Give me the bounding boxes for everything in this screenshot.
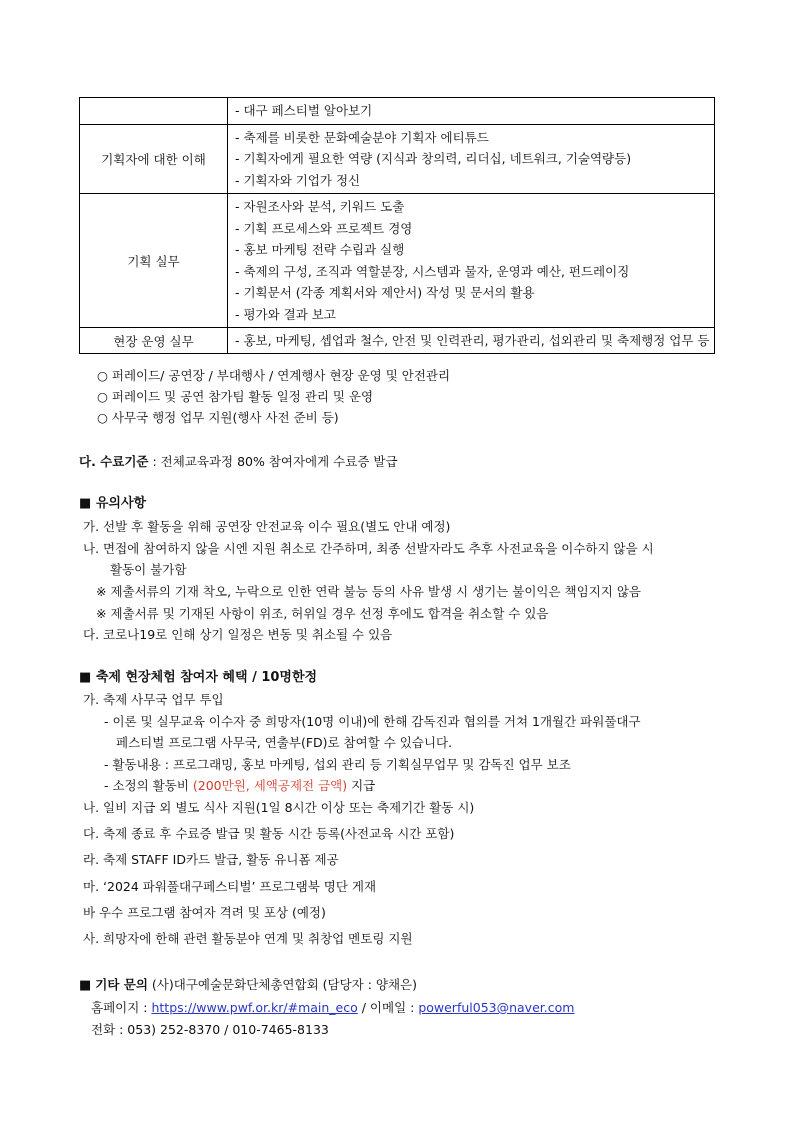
benefits-item: 나. 일비 지급 외 별도 식사 지원(1일 8시간 이상 또는 축제기간 활동 시) xyxy=(83,800,475,815)
benefits-item: 라. 축제 STAFF ID카드 발급, 활동 유니폼 제공 xyxy=(83,852,339,867)
table-items-cell xyxy=(228,194,715,328)
notes-remark: ※ 제출서류의 기재 착오, 누락으로 인한 연락 불능 등의 사유 발생 시 생기는 불이익은 책임지지 않음 xyxy=(96,584,641,599)
benefits-subitem-continued: 페스티벌 프로그램 사무국, 연출부(FD)로 참여할 수 있습니다. xyxy=(116,735,453,750)
table-items-cell xyxy=(228,98,715,125)
allowance-amount: (200만원, 세액공제전 금액) xyxy=(192,778,348,793)
square-bullet-icon: ■ xyxy=(79,496,92,511)
table-category-cell xyxy=(80,98,228,125)
notes-item: 다. 코로나19로 인해 상기 일정은 변동 및 취소될 수 있음 xyxy=(83,627,393,642)
list-item: - 자원조사와 분석, 키워드 도출 xyxy=(235,199,405,214)
notes-remark: ※ 제출서류 및 기재된 사항이 위조, 허위일 경우 선정 후에도 합격을 취소할 수 있음 xyxy=(96,606,549,621)
benefits-heading-text: 축제 현장체험 참여자 혜택 / 10명한정 xyxy=(95,670,318,685)
list-item: - 축제를 비롯한 문화예술분야 기획자 에티튜드 xyxy=(235,129,489,145)
contact-web-line xyxy=(91,1000,574,1016)
square-bullet-icon: ■ xyxy=(79,978,92,993)
contact-phone: 전화 : 053) 252-8370 / 010-7465-8133 xyxy=(91,1022,329,1037)
list-item: - 기획자에게 필요한 역량 (지식과 창의력, 리더십, 네트워크, 기술역량등) xyxy=(235,151,632,166)
table-row xyxy=(80,328,715,354)
email-label: / 이메일 : xyxy=(357,1000,419,1015)
contact-heading-text: 기타 문의 xyxy=(95,977,148,992)
list-item: - 기획 프로세스와 프로젝트 경영 xyxy=(235,220,413,236)
table-row xyxy=(80,124,715,194)
benefits-heading xyxy=(79,670,317,686)
table-category-cell: 기획 실무 xyxy=(80,194,228,328)
field-practice-item: ○ 퍼레이드 및 공연 참가팀 활동 일정 관리 및 운영 xyxy=(97,389,374,404)
completion-criteria xyxy=(79,454,398,470)
benefits-item: 바 우수 프로그램 참여자 격려 및 포상 (예정) xyxy=(83,905,326,920)
table-category-cell: 현장 운영 실무 xyxy=(80,328,228,354)
homepage-label: 홈페이지 : xyxy=(91,1000,152,1015)
list-item: - 평가와 결과 보고 xyxy=(235,306,336,322)
notes-item: 가. 선발 후 활동을 위해 공연장 안전교육 이수 필요(별도 안내 예정) xyxy=(83,519,451,534)
list-item: - 기획문서 (각종 계획서와 제안서) 작성 및 문서의 활용 xyxy=(235,285,535,300)
allowance-prefix: - 소정의 활동비 xyxy=(104,778,193,793)
notes-heading xyxy=(79,496,146,512)
list-item: - 대구 페스티벌 알아보기 xyxy=(235,103,373,118)
square-bullet-icon: ■ xyxy=(79,670,92,685)
benefits-item: 다. 축제 종료 후 수료증 발급 및 활동 시간 등록(사전교육 시간 포함) xyxy=(83,826,455,841)
benefits-item: 가. 축제 사무국 업무 투입 xyxy=(83,692,224,707)
table-items-cell xyxy=(228,328,715,354)
curriculum-table xyxy=(79,97,715,354)
list-item: - 홍보 마케팅 전략 수립과 실행 xyxy=(235,242,405,257)
list-item: - 홍보, 마케팅, 셉업과 철수, 안전 및 인력관리, 평가관리, 섭외관리 및 축제행정 업무 등 xyxy=(235,333,710,348)
table-row xyxy=(80,194,715,328)
list-item: - 축제의 구성, 조직과 역할분장, 시스템과 물자, 운영과 예산, 펀드레이징 xyxy=(235,263,630,279)
contact-org: (사)대구예술문화단체총연합회 (담당자 : 양채은) xyxy=(147,977,417,992)
benefits-subitem: - 활동내용 : 프로그래밍, 홍보 마케팅, 섭외 관리 등 기획실무업무 및 감독진 업무 보조 xyxy=(104,757,571,772)
contact-heading xyxy=(79,977,417,994)
benefits-subitem: - 이론 및 실무교육 이수자 중 희망자(10명 이내)에 한해 감독진과 협의를 거쳐 1개월간 파워풀대구 xyxy=(104,714,641,729)
table-items-cell xyxy=(228,124,715,194)
notes-item-continued: 활동이 불가함 xyxy=(110,562,187,577)
completion-label: 다. 수료기준 xyxy=(79,454,149,469)
table-category-cell: 기획자에 대한 이해 xyxy=(80,124,228,194)
notes-heading-text: 유의사항 xyxy=(95,496,147,511)
list-item: - 기획자와 기업가 정신 xyxy=(235,172,361,188)
allowance-suffix: 지급 xyxy=(347,778,376,793)
table-row xyxy=(80,98,715,125)
homepage-link[interactable]: https://www.pwf.or.kr/#main_eco xyxy=(151,1000,358,1015)
field-practice-item: ○ 사무국 행정 업무 지원(행사 사전 준비 등) xyxy=(97,410,339,425)
email-link[interactable]: powerful053@naver.com xyxy=(418,1000,575,1015)
field-practice-item: ○ 퍼레이드/ 공연장 / 부대행사 / 연계행사 현장 운영 및 안전관리 xyxy=(97,368,451,383)
benefits-subitem xyxy=(104,778,375,794)
benefits-item: 마. ‘2024 파워풀대구페스티벌’ 프로그램북 명단 게재 xyxy=(83,879,377,894)
completion-text: : 전체교육과정 80% 참여자에게 수료증 발급 xyxy=(148,454,398,469)
notes-item: 나. 면접에 참여하지 않을 시엔 지원 취소로 간주하며, 최종 선발자라도 추후 사전교육을 이수하지 않을 시 xyxy=(83,541,654,556)
benefits-item: 사. 희망자에 한해 관련 활동분야 연계 및 취창업 멘토링 지원 xyxy=(83,931,413,946)
